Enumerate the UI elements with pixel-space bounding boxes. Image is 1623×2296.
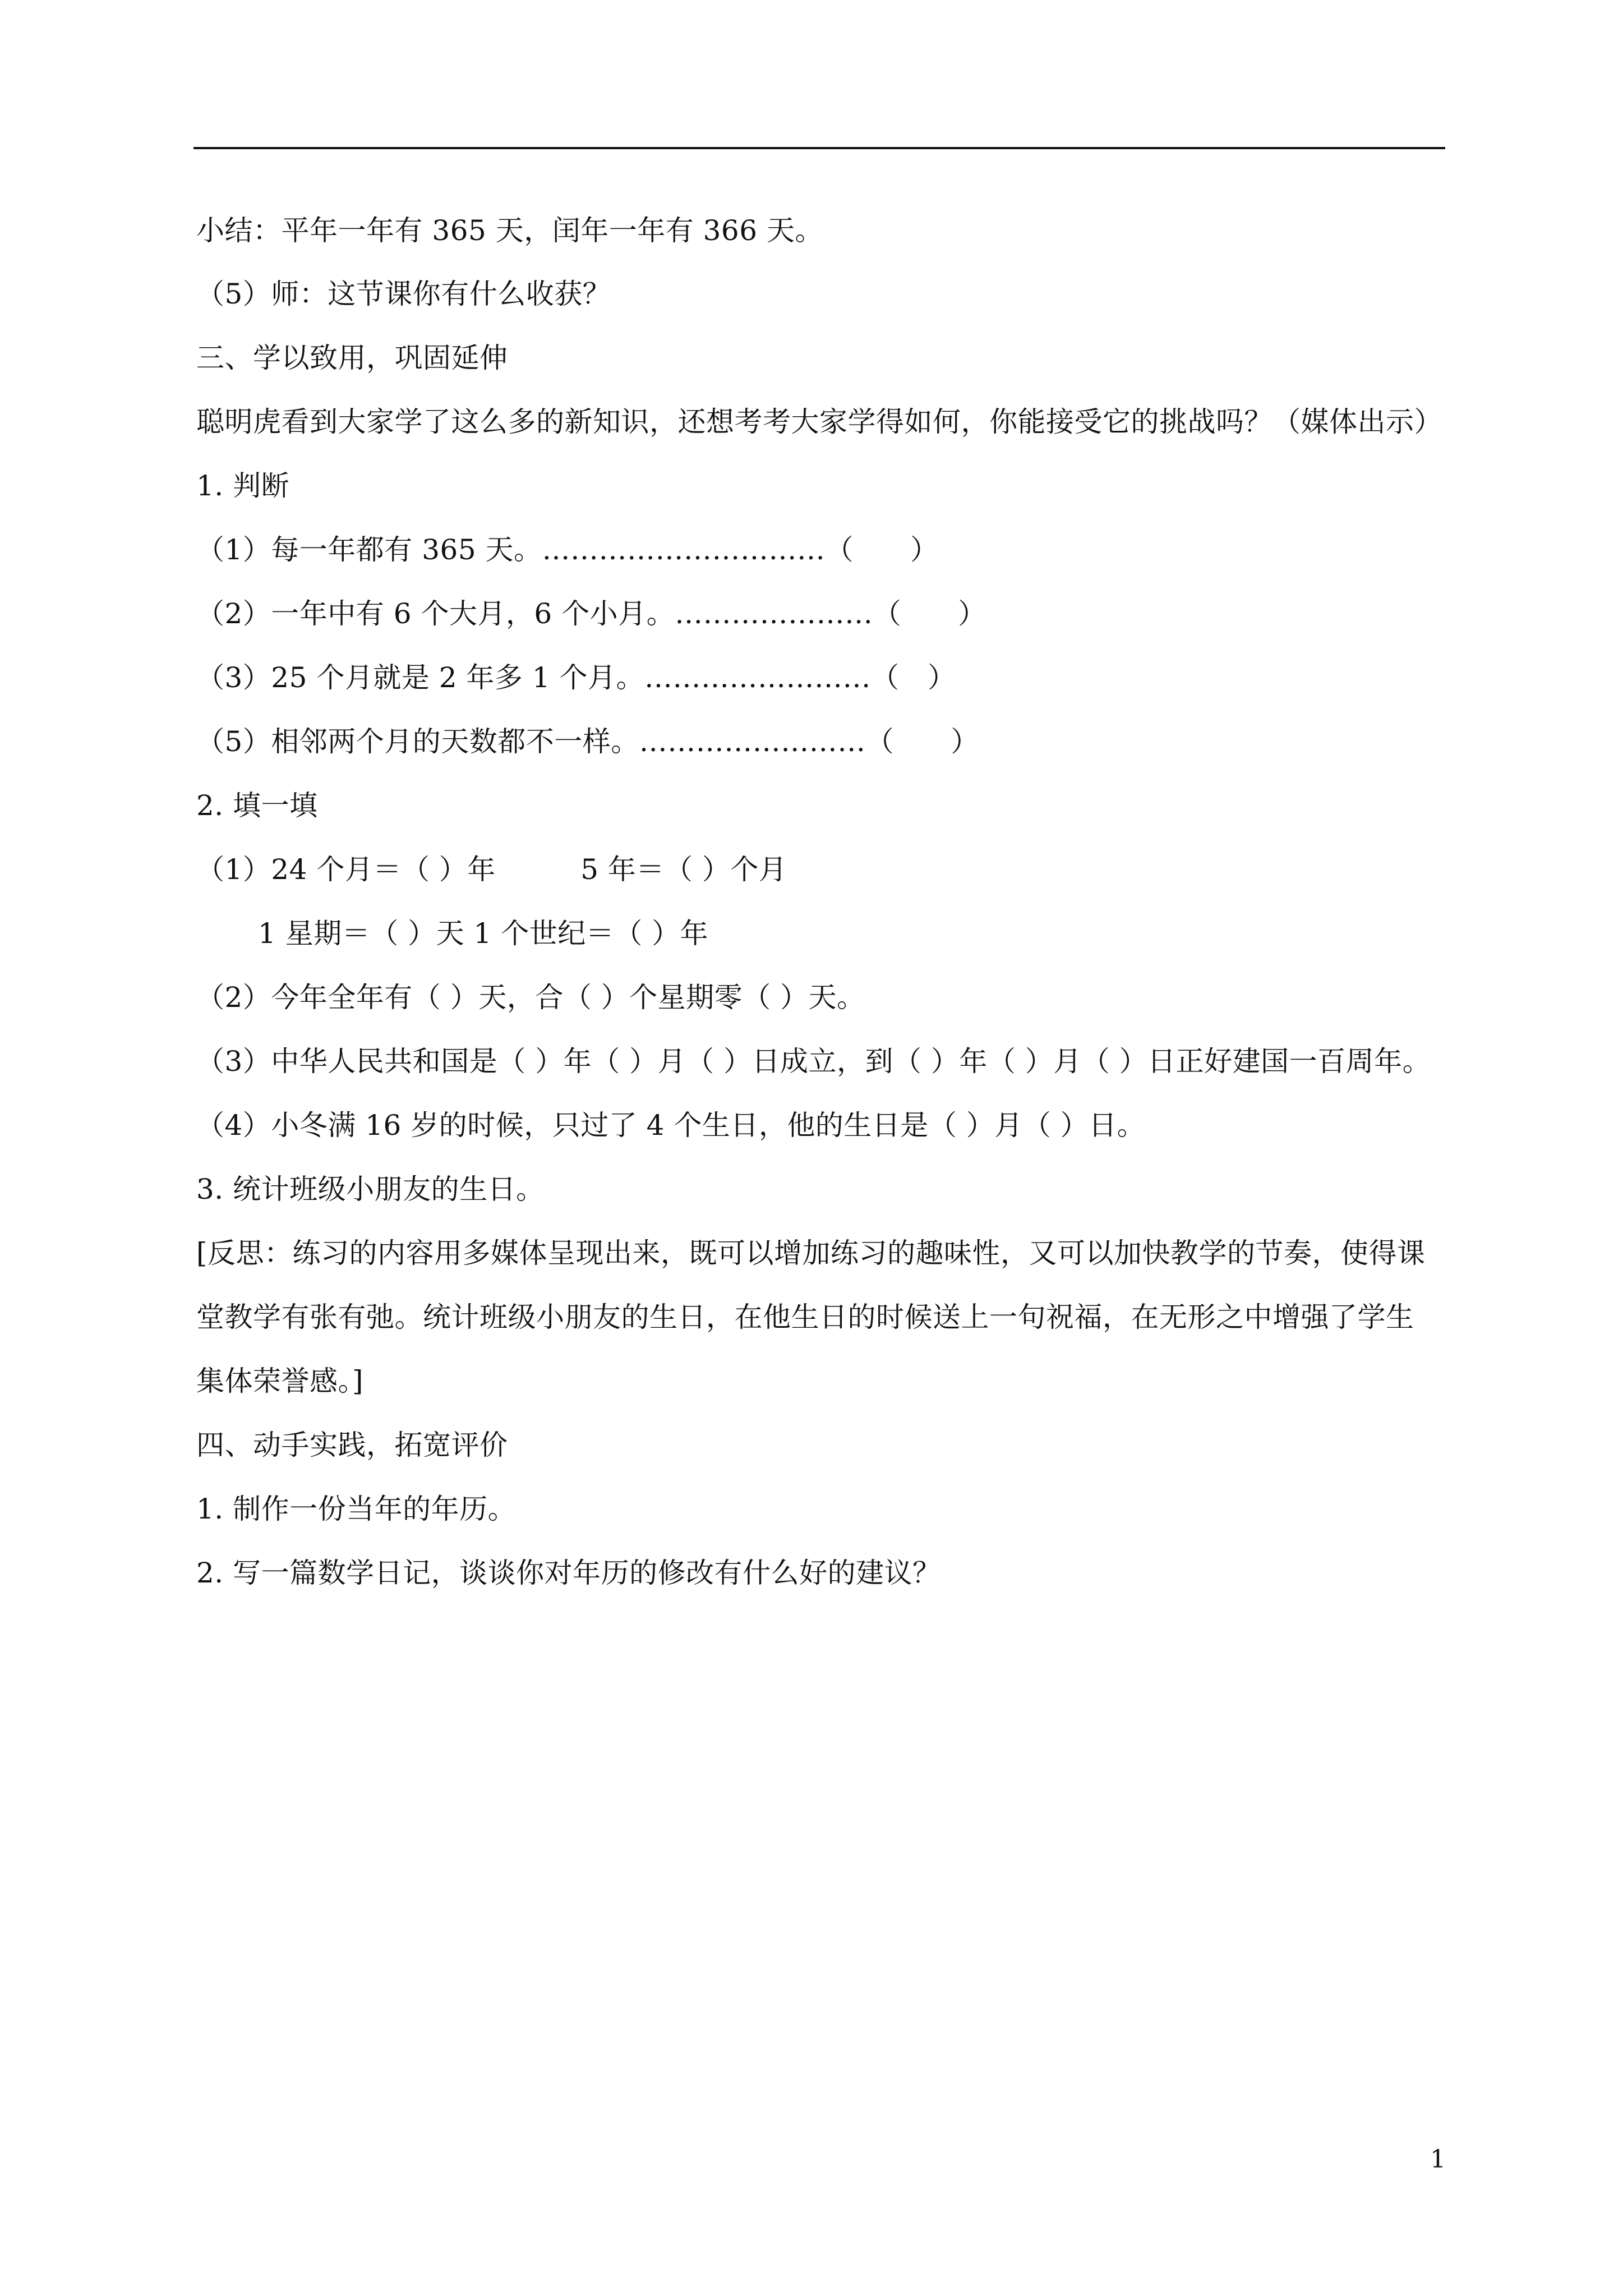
judge-item-2: （2）一年中有 6 个大月，6 个小月。…………………（ ）: [196, 597, 986, 630]
practice-item-2: 2. 写一篇数学日记，谈谈你对年历的修改有什么好的建议？: [196, 1557, 941, 1589]
summary-line: 小结：平年一年有 365 天，闰年一年有 366 天。: [196, 214, 823, 247]
challenge-intro-line: 聪明虎看到大家学了这么多的新知识，还想考考大家学得如何，你能接受它的挑战吗？（媒体出示）: [196, 406, 1442, 438]
section-four-heading: 四、动手实践，拓宽评价: [196, 1429, 508, 1461]
reflection-line-1: [反思：练习的内容用多媒体呈现出来，既可以增加练习的趣味性，又可以加快教学的节奏，使得课: [196, 1237, 1426, 1269]
fill-item-1a: （1）24 个月＝（ ）年 5 年＝（ ）个月: [196, 853, 787, 886]
fill-item-3: （3）中华人民共和国是（ ）年（ ）月（ ）日成立，到（ ）年（ ）月（ ）日正好建国一百周年。: [196, 1045, 1431, 1078]
page-number: 1: [1430, 2145, 1446, 2174]
section-three-heading: 三、学以致用，巩固延伸: [196, 342, 508, 374]
fill-item-1b: 1 星期＝（ ）天 1 个世纪＝（ ）年: [258, 917, 709, 950]
judge-item-5: （5）相邻两个月的天数都不一样。……………………（ ）: [196, 725, 979, 758]
reflection-line-3: 集体荣誉感。]: [196, 1365, 364, 1397]
reflection-line-2: 堂教学有张有弛。统计班级小朋友的生日，在他生日的时候送上一句祝福，在无形之中增强了学生: [196, 1301, 1414, 1333]
judge-item-3: （3）25 个月就是 2 年多 1 个月。……………………（ ）: [196, 661, 956, 694]
fill-heading: 2. 填一填: [196, 789, 318, 822]
practice-item-1: 1. 制作一份当年的年历。: [196, 1493, 517, 1525]
birthday-stat-line: 3. 统计班级小朋友的生日。: [196, 1173, 545, 1205]
header-rule: [193, 147, 1445, 149]
fill-item-2: （2）今年全年有（ ）天，合（ ）个星期零（ ）天。: [196, 981, 865, 1014]
judge-heading: 1. 判断: [196, 470, 290, 502]
teacher-question-line: （5）师：这节课你有什么收获？: [196, 278, 611, 310]
judge-item-1: （1）每一年都有 365 天。…………………………（ ）: [196, 533, 939, 566]
fill-item-4: （4）小冬满 16 岁的时候，只过了 4 个生日，他的生日是（ ）月（ ）日。: [196, 1109, 1146, 1142]
